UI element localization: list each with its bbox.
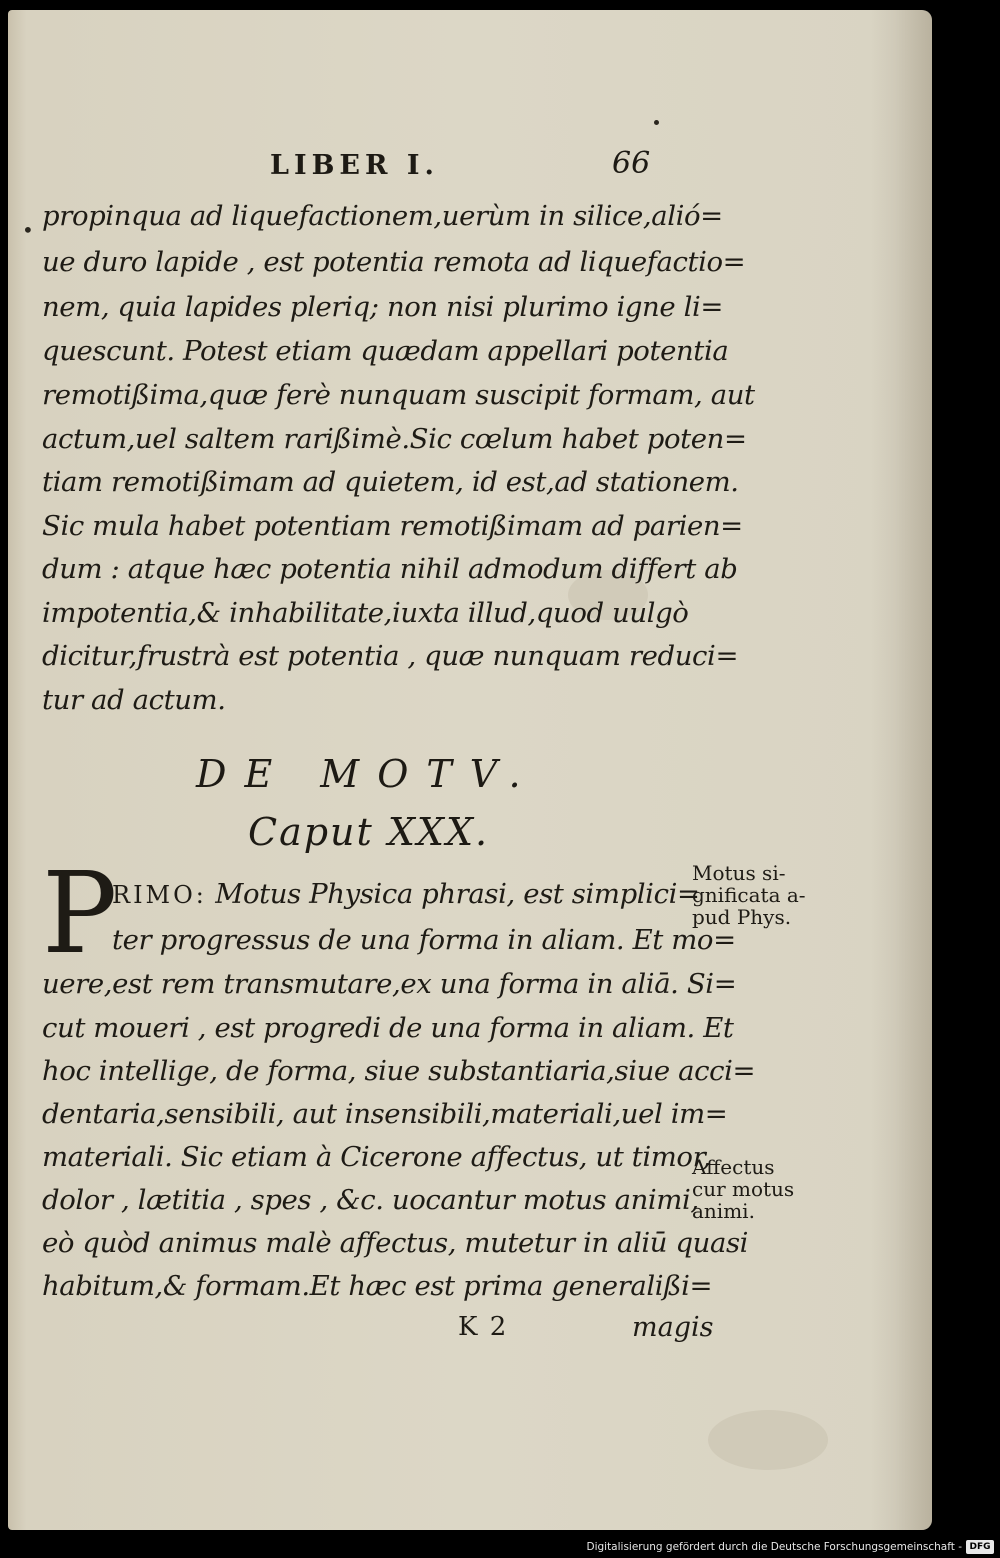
sidenote-line: cur motus <box>692 1177 795 1201</box>
sidenote-line: gnificata a- <box>692 883 806 907</box>
text-line: ter progressus de una forma in aliam. Et mo= <box>112 924 736 956</box>
drop-cap: P <box>42 849 118 979</box>
text-line: dicitur,frustrà est potentia , quæ nunquam reduci= <box>42 640 739 672</box>
text-line: dentaria,sensibili, aut insensibili,materiali,uel im= <box>42 1098 728 1130</box>
sidenote-line: pud Phys. <box>692 905 792 929</box>
text-line: impotentia,& inhabilitate,iuxta illud,quod uulgò <box>42 597 689 629</box>
first-line-rest: Motus Physica phrasi, est simplici= <box>206 878 700 910</box>
text-line: tiam remotißimam ad quietem, id est,ad stationem. <box>42 466 739 498</box>
sidenote-line: Motus si- <box>692 861 786 885</box>
marginal-note-motus <box>692 862 806 928</box>
text-line: eò quòd animus malè affectus, mutetur in aliū quasi <box>42 1227 749 1259</box>
text-line: hoc intellige, de forma, siue substantiaria,siue acci= <box>42 1055 756 1087</box>
text-line: actum,uel saltem rarißimè.Sic cœlum habet poten= <box>42 423 747 455</box>
text-line: Sic mula habet potentiam remotißimam ad parien= <box>42 510 743 542</box>
text-line: nem, quia lapides pleriq; non nisi plurimo igne li= <box>42 291 723 323</box>
signature-mark: K 2 <box>458 1312 509 1342</box>
page-number: 66 <box>612 146 651 181</box>
text-line: cut moueri , est progredi de una forma in aliam. Et <box>42 1012 734 1044</box>
marginal-note-affectus <box>692 1156 794 1222</box>
text-line: habitum,& formam.Et hæc est prima generalißi= <box>42 1270 713 1302</box>
margin-mark: • <box>22 218 34 242</box>
page-text <box>8 10 932 1530</box>
chapter-heading: DE MOTV. <box>196 752 539 796</box>
text-line: materiali. Sic etiam à Cicerone affectus, ut timor, <box>42 1141 711 1173</box>
chapter-number: Caput XXX. <box>248 810 490 854</box>
text-line: quescunt. Potest etiam quædam appellari potentia <box>42 335 729 367</box>
text-line: dum : atque hæc potentia nihil admodum differt ab <box>42 553 738 585</box>
book-page <box>8 10 932 1530</box>
funding-notice: Digitalisierung gefördert durch die Deutsche Forschungsgemeinschaft - <box>586 1541 962 1553</box>
text-line-first <box>112 878 700 910</box>
text-line: ue duro lapide , est potentia remota ad liquefactio= <box>42 246 746 278</box>
catchword: magis <box>632 1312 714 1343</box>
ink-dot <box>654 120 659 125</box>
text-line: tur ad actum. <box>42 684 226 716</box>
text-line: remotißima,quæ ferè nunquam suscipit formam, aut <box>42 379 755 411</box>
text-line: uere,est rem transmutare,ex una forma in aliā. Si= <box>42 968 737 1000</box>
text-line: propinqua ad liquefactionem,uerùm in silice,alió= <box>42 200 723 232</box>
dfg-logo-icon: DFG <box>966 1540 994 1554</box>
sidenote-line: animi. <box>692 1199 755 1223</box>
running-head: LIBER I. <box>270 150 439 181</box>
sidenote-line: Affectus <box>692 1155 775 1179</box>
text-line: dolor , lætitia , spes , &c. uocantur motus animi, <box>42 1184 699 1216</box>
lead-caps: RIMO: <box>112 881 207 909</box>
footer-bar <box>0 1532 1000 1558</box>
